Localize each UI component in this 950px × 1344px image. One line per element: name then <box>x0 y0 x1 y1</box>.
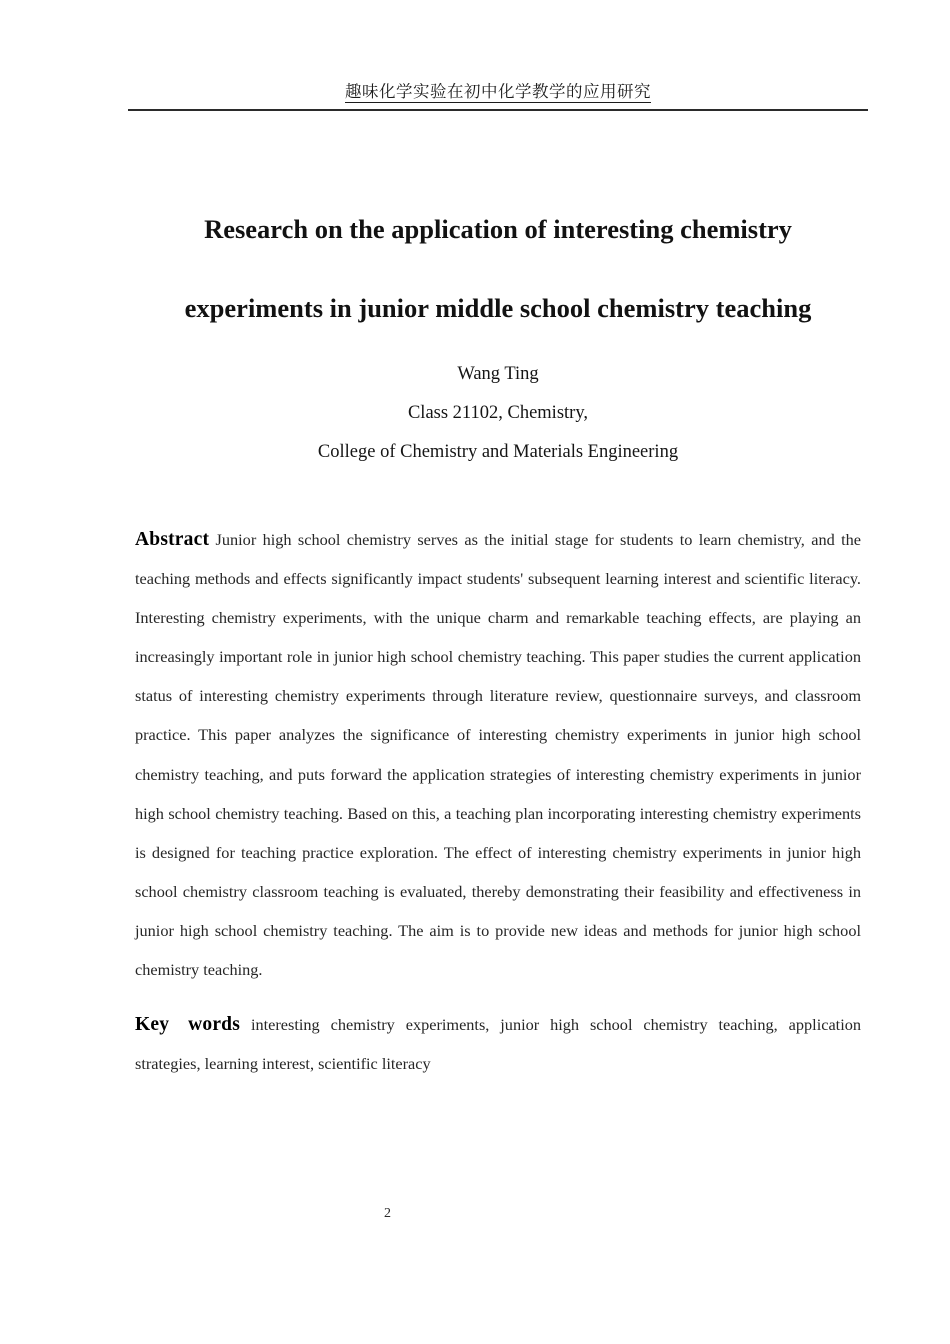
author-block <box>135 355 861 472</box>
abstract-text: Junior high school chemistry serves as the initial stage for students to learn chemistry, and the teaching methods and effects significantly impact students' subsequent learning interest and scientific literacy. Interesting chemistry experiments, with the unique charm and remarkable teaching effects, are playing an increasingly important role in junior high school chemistry teaching. This paper studies the current application status of interesting chemistry experiments through literature review, questionnaire surveys, and classroom practice. This paper analyzes the significance of interesting chemistry experiments in junior high school chemistry teaching, and puts forward the application strategies of interesting chemistry experiments in junior high school chemistry teaching. Based on this, a teaching plan incorporating interesting chemistry experiments is designed for teaching practice exploration. The effect of interesting chemistry experiments in junior high school chemistry classroom teaching is evaluated, thereby demonstrating their feasibility and effectiveness in junior high school chemistry teaching. The aim is to provide new ideas and methods for junior high school chemistry teaching. <box>135 530 861 980</box>
header-rule-divider <box>128 109 868 111</box>
running-header <box>128 80 868 111</box>
abstract-paragraph <box>135 520 861 989</box>
keywords-paragraph <box>135 1005 861 1083</box>
author-affiliation-line-1: Class 21102, Chemistry, <box>407 403 589 423</box>
running-header-title: 趣味化学实验在初中化学教学的应用研究 <box>345 82 651 101</box>
page-title-line-1: Research on the application of interesting chemistry <box>204 213 792 244</box>
page-title <box>135 190 861 348</box>
keywords-label: Key words <box>135 1014 241 1036</box>
keywords-text: interesting chemistry experiments, junior high school chemistry teaching, application strategies, learning interest, scientific literacy <box>135 1015 861 1074</box>
abstract-label: Abstract <box>135 529 210 550</box>
body-content <box>135 520 861 1083</box>
running-header-text <box>128 80 868 105</box>
page-number: 2 <box>384 1206 391 1221</box>
author-affiliation-line-2: College of Chemistry and Materials Engineering <box>317 442 679 462</box>
author-name: Wang Ting <box>457 364 539 384</box>
page-title-line-2: experiments in junior middle school chemistry teaching <box>184 292 812 323</box>
